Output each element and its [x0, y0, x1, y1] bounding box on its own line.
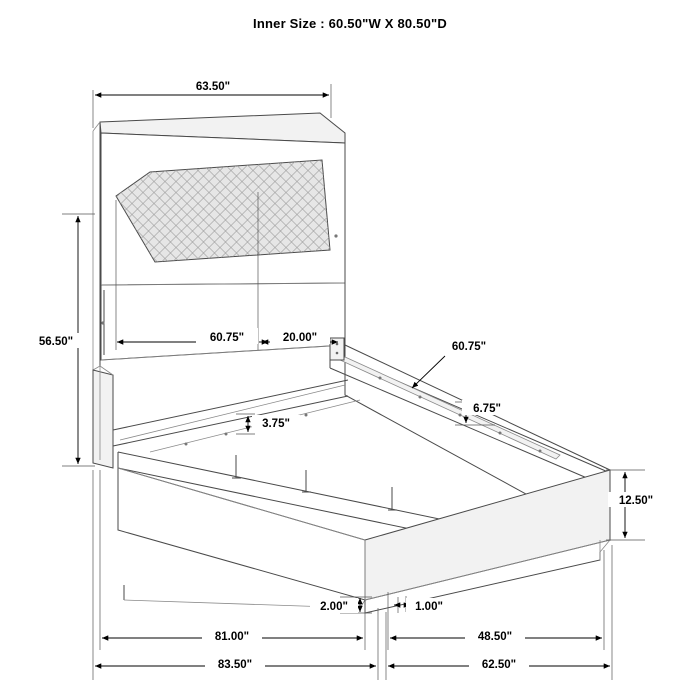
dim-label-63-50: 63.50": [195, 81, 231, 93]
dim-label-20-00: 20.00": [282, 332, 318, 344]
dim-label-12-50: 12.50": [618, 495, 654, 507]
dimension-slat-thickness: [236, 414, 300, 434]
dim-label-2-00: 2.00": [320, 601, 348, 613]
dim-label-60-75-panel: 60.75": [209, 332, 245, 344]
dim-label-62-50: 62.50": [481, 659, 517, 671]
dim-label-83-50: 83.50": [217, 659, 253, 671]
dim-label-56-50: 56.50": [38, 336, 74, 348]
dimension-rail-inner-width: [412, 337, 500, 388]
dim-label-48-50: 48.50": [477, 631, 513, 643]
dim-label-3-75: 3.75": [262, 418, 290, 430]
dimension-headboard-panel-height: [262, 328, 338, 344]
dimension-overall-height: [28, 214, 95, 466]
dimension-footboard-height: [606, 470, 664, 540]
dim-label-1-00: 1.00": [415, 601, 443, 613]
dim-label-81-00: 81.00": [214, 631, 250, 643]
dim-label-60-75-rail: 60.75": [451, 341, 487, 353]
page-title: Inner Size : 60.50"W X 80.50"D: [253, 16, 447, 31]
dim-label-6-75: 6.75": [473, 403, 501, 415]
